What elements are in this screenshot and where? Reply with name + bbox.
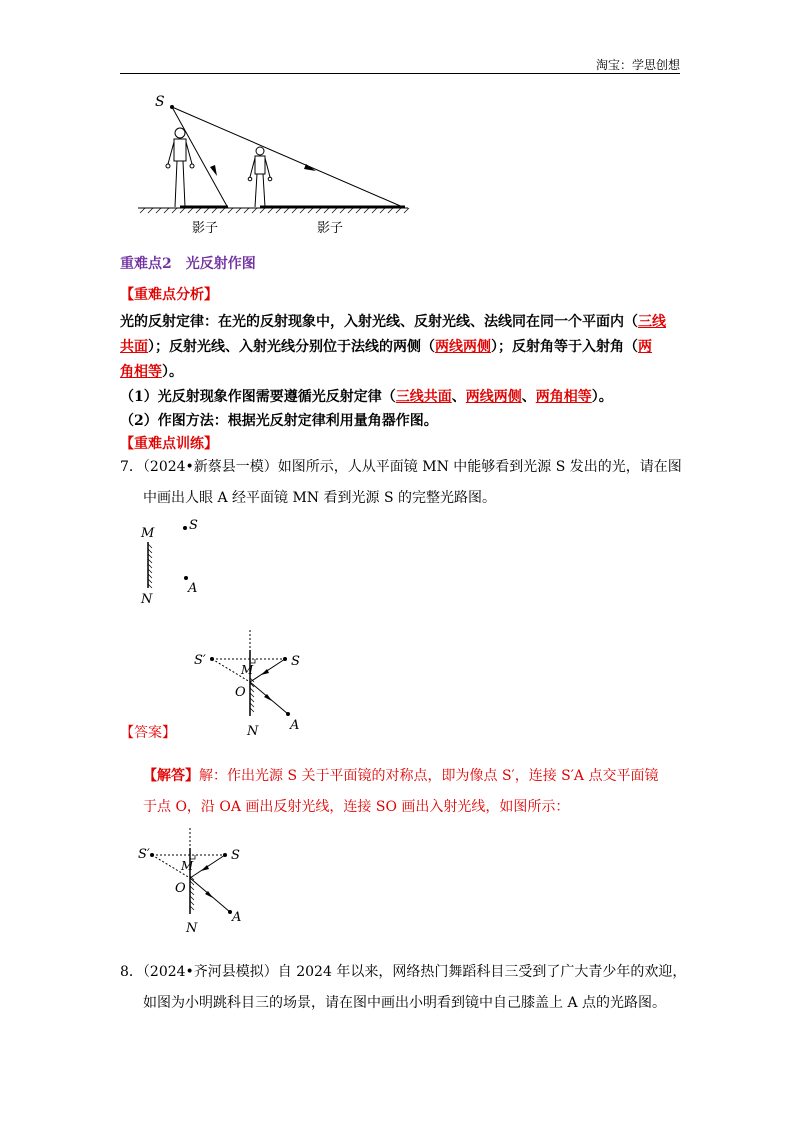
ground-hatch — [140, 208, 409, 213]
label-s: S — [189, 518, 198, 533]
label-m: M — [181, 859, 194, 873]
key-phrase: 三线 — [638, 314, 666, 330]
analysis-text: ）。 — [162, 364, 183, 380]
solution-figure — [130, 826, 260, 938]
label-a: A — [188, 581, 198, 596]
solution-tag: 【解答】 — [143, 768, 199, 784]
label-o: O — [235, 685, 246, 700]
point-a — [184, 576, 188, 580]
point-s-prime — [210, 657, 214, 661]
label-m: M — [141, 526, 155, 541]
answer-figure — [190, 628, 320, 740]
label-shadow-2: 影子 — [317, 221, 344, 236]
key-phrase: 两角相等 — [535, 389, 592, 405]
analysis-line-2 — [120, 334, 652, 360]
label-o: O — [175, 881, 186, 896]
solution-line-2: 于点 O，沿 OA 画出反射光线，连接 SO 画出入射光线，如图所示： — [143, 799, 570, 815]
label-n: N — [141, 592, 153, 607]
point-a — [286, 712, 290, 716]
analysis-text: 、 — [451, 389, 466, 405]
point-s — [283, 657, 287, 661]
label-shadow-1: 影子 — [192, 221, 219, 236]
answer-label: 【答案】 — [120, 725, 176, 741]
analysis-text: ）。 — [591, 389, 613, 405]
source-point — [170, 105, 174, 109]
shadow-figure — [120, 90, 420, 240]
page-header: 淘宝：学思创想 — [595, 58, 680, 72]
label-s: S — [291, 654, 300, 669]
arrow-ray-1 — [210, 165, 217, 176]
analysis-text: 光的反射定律：在光的反射现象中，入射光线、反射光线、法线同在同一个平面内（ — [120, 314, 638, 330]
analysis-text: 、 — [521, 389, 536, 405]
q7-line-1: 7．（2024•新蔡县一模）如图所示，人从平面镜 MN 中能够看到光源 S 发出的光，请在图 — [120, 459, 682, 475]
arrow-ray-2 — [304, 164, 316, 171]
analysis-text: ）；反射角等于入射角（ — [491, 339, 638, 355]
q7-line-2: 中画出人眼 A 经平面镜 MN 看到光源 S 的完整光路图。 — [143, 490, 496, 506]
label-a: A — [232, 910, 242, 925]
ray-1 — [172, 107, 228, 208]
label-n: N — [247, 724, 259, 739]
analysis-title: 【重难点分析】 — [120, 287, 218, 303]
solution-text: 解：作出光源 S 关于平面镜的对称点，即为像点 S′，连接 S′A 点交平面镜 — [199, 768, 659, 784]
label-s: S — [231, 848, 240, 863]
point-s — [223, 853, 227, 857]
header-rule — [120, 73, 680, 74]
point-s-prime — [150, 853, 154, 857]
analysis-item-1 — [120, 384, 613, 410]
label-m: M — [241, 663, 254, 677]
key-phrase: 两线两侧 — [465, 389, 522, 405]
q8-line-1: 8．（2024•齐河县模拟）自 2024 年以来，网络热门舞蹈科目三受到了广大青少年的欢迎， — [120, 964, 687, 980]
label-s-prime: S′ — [194, 653, 206, 668]
q7-figure — [130, 512, 210, 607]
label-s-prime: S′ — [138, 847, 150, 862]
solution-line-1 — [143, 763, 659, 789]
person-2 — [248, 147, 272, 207]
section-title: 重难点2 光反射作图 — [120, 256, 256, 272]
analysis-text: （1）光反射现象作图需要遵循光反射定律（ — [120, 389, 396, 405]
q8-line-2: 如图为小明跳科目三的场景，请在图中画出小明看到镜中自己膝盖上 A 点的光路图。 — [143, 995, 667, 1011]
key-phrase: 两 — [638, 339, 652, 355]
point-s — [183, 526, 187, 530]
label-n: N — [186, 921, 198, 936]
analysis-item-2: （2）作图方法：根据光反射定律利用量角器作图。 — [120, 413, 438, 429]
key-phrase: 共面 — [120, 339, 148, 355]
key-phrase: 三线共面 — [395, 389, 452, 405]
key-phrase: 角相等 — [120, 364, 162, 380]
ray-2 — [172, 107, 405, 208]
analysis-text: ）；反射光线、入射光线分别位于法线的两侧（ — [148, 339, 435, 355]
label-s: S — [155, 94, 165, 110]
key-phrase: 两线两侧 — [435, 339, 491, 355]
analysis-line-1 — [120, 309, 666, 335]
training-title: 【重难点训练】 — [120, 436, 218, 452]
label-a: A — [290, 718, 300, 733]
analysis-line-3 — [120, 359, 183, 385]
